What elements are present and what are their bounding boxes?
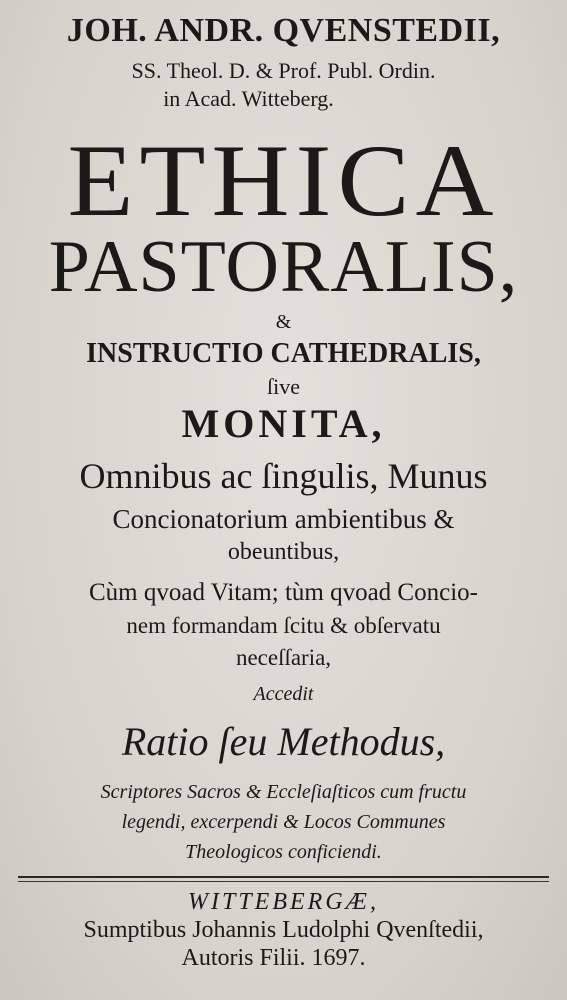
imprint-city: WITTEBERGÆ, [188,889,379,915]
subtitle-instructio: INSTRUCTIO CATHEDRALIS, [86,338,481,369]
accedit-word: Accedit [253,683,314,705]
author-title-1: SS. Theol. D. & Prof. Publ. Ordin. [131,58,436,83]
description-line-5: nem formandam ſcitu & obſervatu [126,613,441,638]
description-line-2: Concionatorium ambientibus & [112,504,455,534]
description-line-1: Omnibus ac ſingulis, Munus [79,456,488,496]
description-line-4: Cùm qvoad Vitam; tùm qvoad Concio- [89,579,478,606]
description-line-6: neceſſaria, [235,645,332,670]
imprint-year: Autoris Filii. 1697. [181,945,366,971]
description-line-3: obeuntibus, [227,539,340,565]
ampersand: & [275,311,292,333]
italic-line-1: Scriptores Sacros & Eccleſiaſticos cum fructu [100,781,467,803]
italic-line-2: legendi, excerpendi & Locos Communes [121,811,446,833]
author-name: JOH. ANDR. QVENSTEDII, [66,12,501,49]
ratio-heading: Ratio ſeu Methodus, [121,719,446,764]
monita-heading: MONITA, [181,401,386,446]
divider-rule-thin [18,881,549,882]
author-title-2: in Acad. Witteberg. [163,86,334,111]
sive-word: ſive [267,374,300,399]
italic-line-3: Theologicos conficiendi. [185,841,382,863]
main-title-line-1: ETHICA [67,125,500,239]
imprint-publisher: Sumptibus Johannis Ludolphi Qvenſtedii, [83,917,484,943]
main-title-line-2: PASTORALIS, [48,226,519,308]
divider-rule [18,876,549,878]
